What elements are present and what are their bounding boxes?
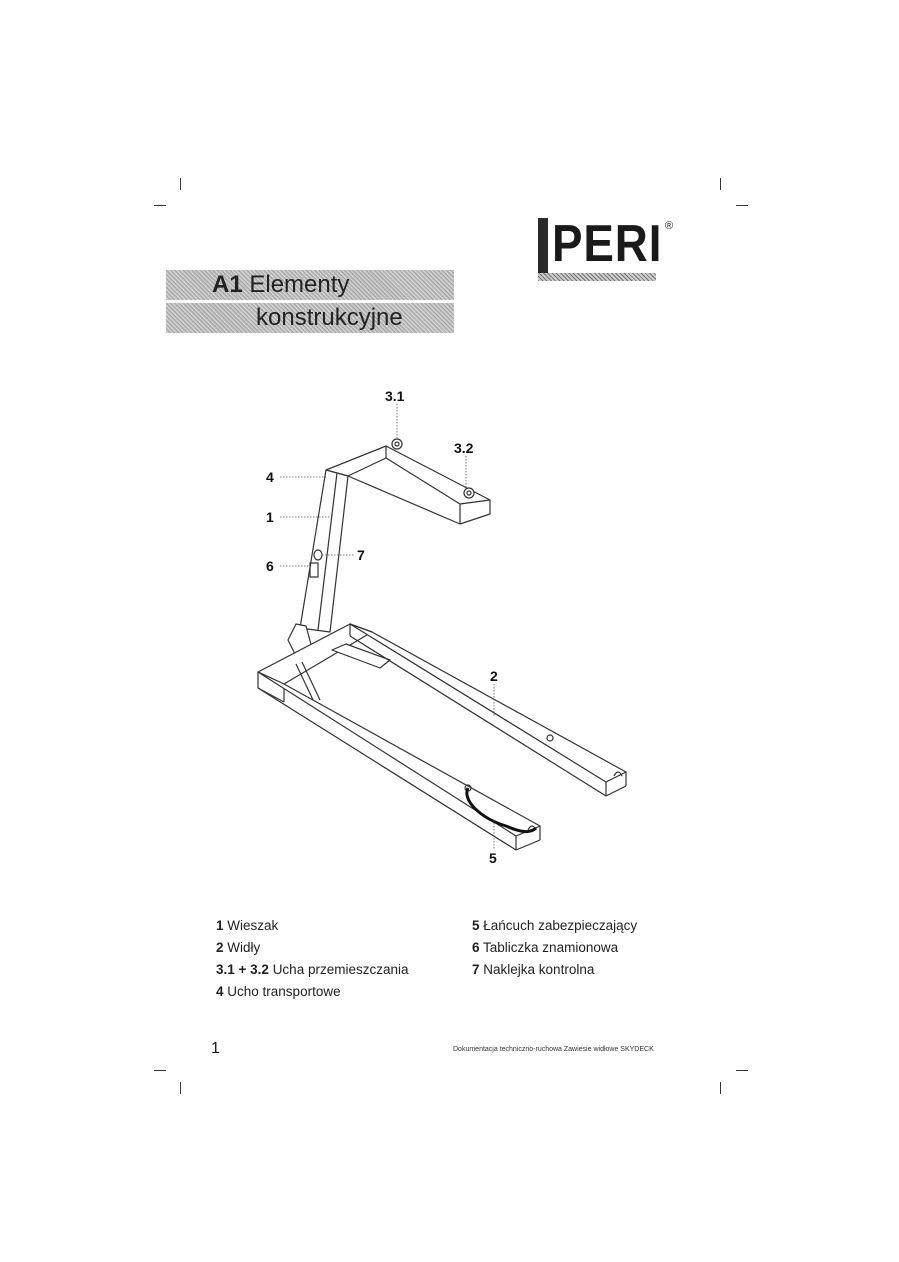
hanger-post [300,470,348,632]
legend-item [216,962,409,977]
upper-arm [326,446,490,524]
legend-item [216,918,278,933]
legend-item [216,940,260,955]
callout-2: 2 [490,668,498,684]
section-title-line2: konstrukcyjne [256,304,403,331]
callout-4: 4 [266,469,274,485]
legend-number: 3.1 + 3.2 [216,962,269,977]
legend-text: Ucho transportowe [227,984,341,999]
section-number: A1 [212,271,243,298]
callout-3-2: 3.2 [454,440,474,456]
legend-number: 6 [472,940,480,955]
legend-number: 1 [216,918,224,933]
legend-item [472,962,594,977]
section-title-text: Elementy [249,271,350,298]
legend-item [472,918,637,933]
logo-text: PERI [552,215,663,273]
callout-6: 6 [266,558,274,574]
lifting-eye-3-1 [392,439,402,449]
callout-5: 5 [489,850,497,866]
legend-text: Tabliczka znamionowa [483,940,619,955]
document-title: Dokumentacja techniczno-ruchowa Zawiesie widłowe SKYDECK [453,1046,654,1053]
legend-text: Naklejka kontrolna [483,962,595,977]
lifting-eye-3-2 [464,488,474,498]
legend-text: Wieszak [227,918,279,933]
legend-item [216,984,341,999]
callout-1: 1 [266,509,274,525]
legend-number: 7 [472,962,480,977]
legend-number: 2 [216,940,224,955]
callout-3-1: 3.1 [385,388,405,404]
legend-text: Widły [227,940,261,955]
registered-mark: ® [665,220,674,232]
legend-number: 5 [472,918,480,933]
legend-number: 4 [216,984,224,999]
legend-text: Łańcuch zabezpieczający [483,918,638,933]
page-number: 1 [211,1040,220,1057]
legend-item [472,940,618,955]
legend-text: Ucha przemieszczania [272,962,409,977]
fork-frame [258,624,626,850]
callout-7: 7 [357,547,365,563]
